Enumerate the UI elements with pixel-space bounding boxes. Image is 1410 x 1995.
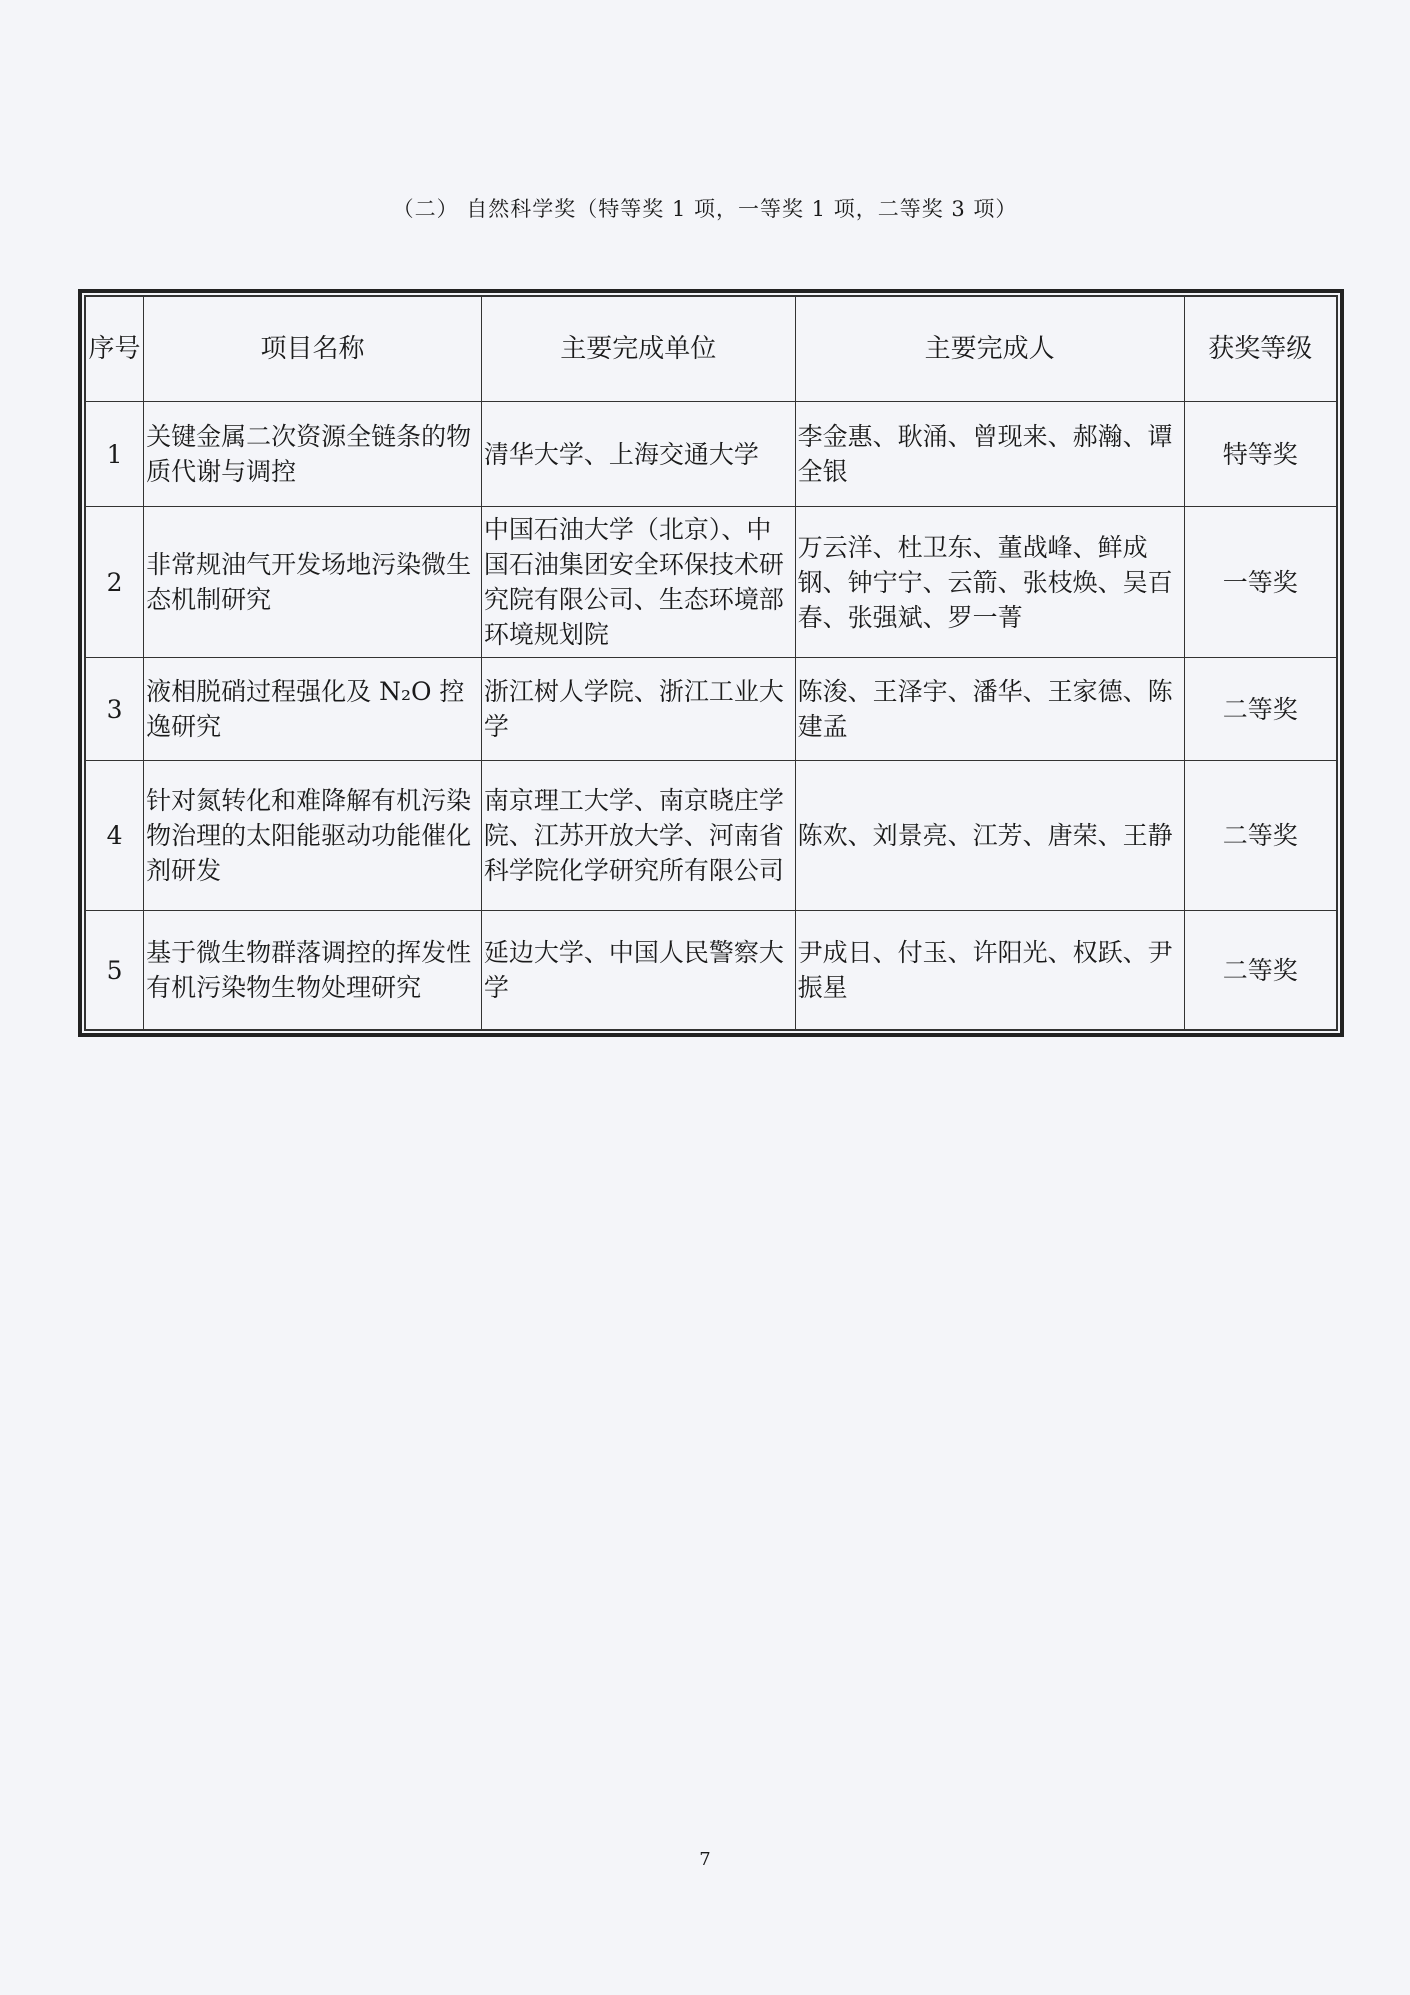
row-project: 针对氮转化和难降解有机污染物治理的太阳能驱动功能催化剂研发 [144,761,482,911]
row-units: 清华大学、上海交通大学 [481,402,795,507]
awards-table [85,296,1337,1030]
header-index: 序号 [86,297,144,402]
header-project: 项目名称 [144,297,482,402]
row-index: 4 [86,761,144,911]
row-award: 二等奖 [1184,658,1336,761]
header-units: 主要完成单位 [481,297,795,402]
row-persons: 李金惠、耿涌、曾现来、郝瀚、谭全银 [795,402,1184,507]
row-persons: 尹成日、付玉、许阳光、权跃、尹振星 [795,911,1184,1030]
row-units: 中国石油大学（北京）、中国石油集团安全环保技术研究院有限公司、生态环境部环境规划院 [481,507,795,658]
row-units: 南京理工大学、南京晓庄学院、江苏开放大学、河南省科学院化学研究所有限公司 [481,761,795,911]
row-project: 关键金属二次资源全链条的物质代谢与调控 [144,402,482,507]
page-number: 7 [699,1849,711,1870]
header-award: 获奖等级 [1184,297,1336,402]
row-award: 二等奖 [1184,761,1336,911]
row-award: 二等奖 [1184,911,1336,1030]
table-row [86,761,1337,911]
row-index: 3 [86,658,144,761]
row-index: 5 [86,911,144,1030]
row-persons: 陈浚、王泽宇、潘华、王家德、陈建孟 [795,658,1184,761]
awards-table-frame [78,289,1344,1037]
section-title: （二） 自然科学奖（特等奖 1 项，一等奖 1 项，二等奖 3 项） [392,197,1018,221]
row-index: 2 [86,507,144,658]
row-persons: 万云洋、杜卫东、董战峰、鲜成钢、钟宁宁、云箭、张枝焕、吴百春、张强斌、罗一菁 [795,507,1184,658]
row-project: 基于微生物群落调控的挥发性有机污染物生物处理研究 [144,911,482,1030]
table-header-row [86,297,1337,402]
row-index: 1 [86,402,144,507]
row-persons: 陈欢、刘景亮、江芳、唐荣、王静 [795,761,1184,911]
row-project: 非常规油气开发场地污染微生态机制研究 [144,507,482,658]
table-row [86,658,1337,761]
row-units: 浙江树人学院、浙江工业大学 [481,658,795,761]
row-units: 延边大学、中国人民警察大学 [481,911,795,1030]
table-row [86,507,1337,658]
row-award: 一等奖 [1184,507,1336,658]
table-row [86,911,1337,1030]
table-row [86,402,1337,507]
row-award: 特等奖 [1184,402,1336,507]
header-persons: 主要完成人 [795,297,1184,402]
row-project: 液相脱硝过程强化及 N₂O 控逸研究 [144,658,482,761]
